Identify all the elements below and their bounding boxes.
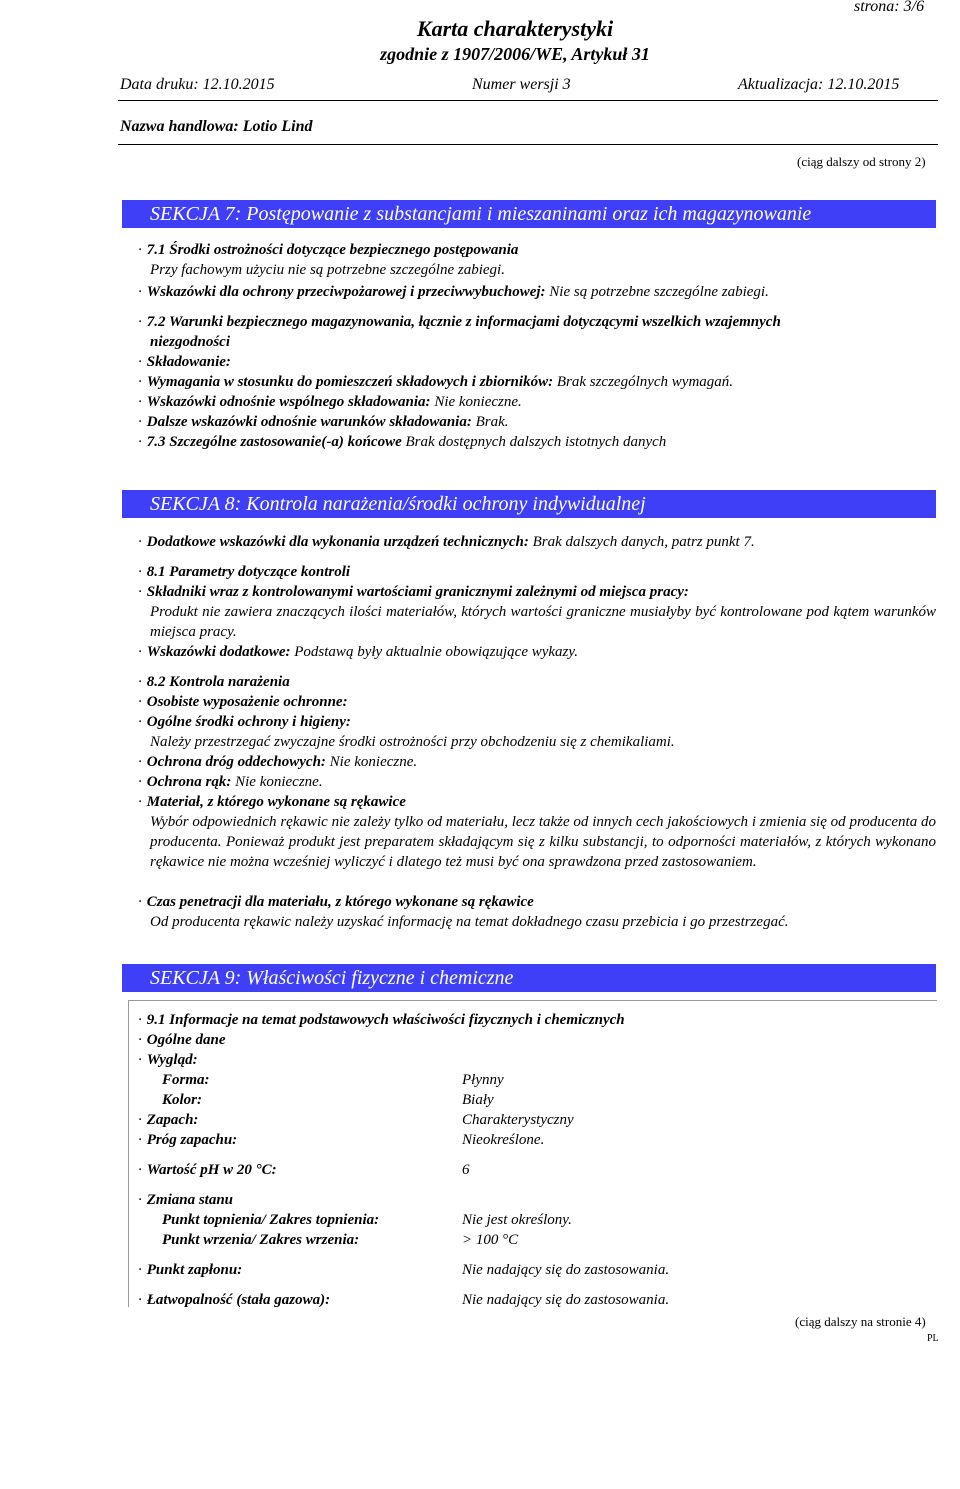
heading-7-2: · 7.2 Warunki bezpiecznego magazynowania, łącznie z informacjami dotyczącymi wszelkich wzajemnych [138,314,781,330]
continued-from: (ciąg dalszy od strony 2) [797,154,926,169]
hand-protection-line: · Ochrona rąk: Nie konieczne. [138,774,323,790]
glove-material-text: Wybór odpowiednich rękawic nie zależy tylko od materiału, lecz także od innych cech jakościowych i zmienia się od producenta do producenta. Ponieważ produkt jest preparatem składającym się z kilku substancji, to odporności materiałów, z których wykonano rękawice nie można wcześniej wyliczyć i dlatego też musi być ona sprawdzona przed zastosowaniem. [150,814,936,870]
continued-to: (ciąg dalszy na stronie 4) [795,1314,926,1329]
melting-point-label: Punkt topnienia/ Zakres topnienia: [162,1212,380,1228]
form-label: Forma: [162,1072,210,1088]
flammability-value: Nie nadający się do zastosowania. [462,1292,670,1308]
language-code: PL [927,1333,939,1344]
general-data-heading: · Ogólne dane [138,1032,226,1048]
penetration-heading: · Czas penetracji dla materiału, z którego wykonane są rękawice [138,894,534,910]
heading-7-3-line: · 7.3 Szczególne zastosowanie(-a) końcowe Brak dostępnych dalszych istotnych danych [138,434,667,450]
color-label: Kolor: [162,1092,203,1108]
hygiene-heading: · Ogólne środki ochrony i higieny: [138,714,351,730]
penetration-text: Od producenta rękawic należy uzyskać informację na temat dokładnego czasu przebicia i go przestrzegać. [150,914,789,930]
glove-material-heading: · Materiał, z którego wykonane są rękawice [138,794,406,810]
flash-point-value: Nie nadający się do zastosowania. [462,1262,670,1278]
storage-requirements-line: · Wymagania w stosunku do pomieszczeń składowych i zbiorników: Brak szczególnych wymagań. [138,374,734,390]
further-storage-line: · Dalsze wskazówki odnośnie warunków składowania: Brak. [138,414,509,430]
heading-9-1: · 9.1 Informacje na temat podstawowych właściwości fizycznych i chemicznych [138,1012,625,1028]
version-number: Numer wersji 3 [472,76,571,93]
trade-name-divider [118,144,938,145]
ppe-heading: · Osobiste wyposażenie ochronne: [138,694,348,710]
respiratory-line: · Ochrona dróg oddechowych: Nie konieczne. [138,754,418,770]
boiling-point-label: Punkt wrzenia/ Zakres wrzenia: [162,1232,360,1248]
ph-value: 6 [462,1162,470,1178]
page-number: strona: 3/6 [854,0,925,15]
odor-value: Charakterystyczny [462,1112,574,1128]
fire-protection-line: · Wskazówki dla ochrony przeciwpożarowej i przeciwwybuchowej: Nie są potrzebne szczególne zabiegi. [138,284,769,300]
odor-label: · Zapach: [138,1112,199,1128]
components-text: Produkt nie zawiera znaczących ilości materiałów, których wartości graniczne musiałyby być kontrolowane pod kątem warunków miejsca pracy. [150,604,936,640]
header-divider [118,100,938,101]
text-7-1: Przy fachowym użyciu nie są potrzebne szczególne zabiegi. [150,262,505,278]
additional-hints-line: · Wskazówki dodatkowe: Podstawą były aktualnie obowiązujące wykazy. [138,644,578,660]
update-date: Aktualizacja: 12.10.2015 [738,76,900,93]
storage-heading: · Składowanie: [138,354,231,370]
common-storage-line: · Wskazówki odnośnie wspólnego składowania: Nie konieczne. [138,394,522,410]
document-subtitle: zgodnie z 1907/2006/WE, Artykuł 31 [380,44,650,64]
print-date: Data druku: 12.10.2015 [120,76,275,93]
heading-7-1: · 7.1 Środki ostrożności dotyczące bezpiecznego postępowania [138,242,519,258]
technical-hints-line: · Dodatkowe wskazówki dla wykonania urządzeń technicznych: Brak dalszych danych, patrz punkt 7. [138,534,755,550]
section-9-title: SEKCJA 9: Właściwości fizyczne i chemiczne [122,964,936,992]
heading-8-1: · 8.1 Parametry dotyczące kontroli [138,564,351,580]
odor-threshold-value: Nieokreślone. [462,1132,545,1148]
appearance-heading: · Wygląd: [138,1052,198,1068]
trade-name: Nazwa handlowa: Lotio Lind [120,118,313,135]
ph-label: · Wartość pH w 20 °C: [138,1162,277,1178]
components-heading: · Składniki wraz z kontrolowanymi wartościami granicznymi zależnymi od miejsca pracy: [138,584,689,600]
document-title: Karta charakterystyki [416,16,614,41]
flammability-label: · Łatwopalność (stała gazowa): [138,1292,331,1308]
odor-threshold-label: · Próg zapachu: [138,1132,238,1148]
state-change-heading: · Zmiana stanu [138,1192,234,1208]
form-value: Płynny [462,1072,504,1088]
boiling-point-value: > 100 °C [462,1232,519,1248]
flash-point-label: · Punkt zapłonu: [138,1262,243,1278]
section-8-title: SEKCJA 8: Kontrola narażenia/środki ochrony indywidualnej [122,490,936,518]
section-7-title: SEKCJA 7: Postępowanie z substancjami i mieszaninami oraz ich magazynowanie [122,200,936,228]
color-value: Biały [462,1092,494,1108]
hygiene-text: Należy przestrzegać zwyczajne środki ostrożności przy obchodzeniu się z chemikaliami. [150,734,675,750]
melting-point-value: Nie jest określony. [462,1212,572,1228]
heading-8-2: · 8.2 Kontrola narażenia [138,674,290,690]
heading-7-2-cont: niezgodności [150,334,231,350]
